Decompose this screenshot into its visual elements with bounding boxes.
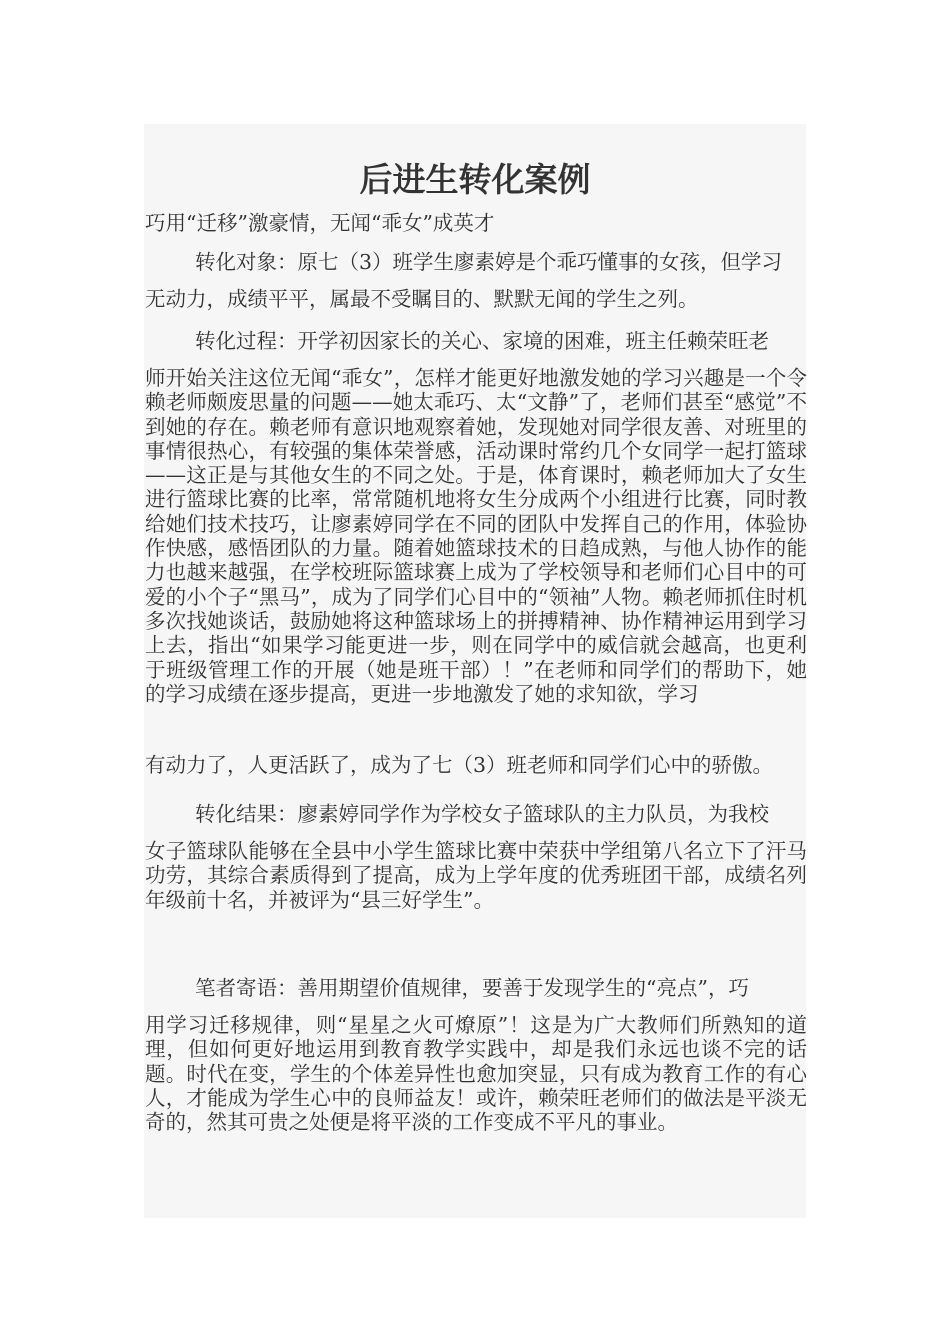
note-paragraph-body: 用学习迁移规律，则“星星之火可燎原”！这是为广大教师们所熟知的道理，但如何更好地运用到教育教学实践中，却是我们永远也谈不完的话题。时代在变，学生的个体差异性也愈加突显，只有成为教育工作的有心人，才能成为学生心中的良师益友！或许，赖荣旺老师们的做法是平淡无奇的，然其可贵之处便是将平淡的工作变成不平凡的事业。 — [145, 1013, 807, 1135]
document-subtitle: 巧用“迁移”激豪情，无闻“乖女”成英才 — [145, 211, 495, 235]
note-paragraph-line1: 笔者寄语：善用期望价值规律，要善于发现学生的“亮点”，巧 — [195, 976, 749, 1000]
process-paragraph-last-line: 有动力了，人更活跃了，成为了七（3）班老师和同学们心中的骄傲。 — [145, 753, 774, 777]
object-paragraph-line2: 无动力，成绩平平，属最不受瞩目的、默默无闻的学生之列。 — [145, 287, 699, 311]
object-paragraph-line1: 转化对象：原七（3）班学生廖素婷是个乖巧懂事的女孩，但学习 — [195, 250, 783, 274]
result-paragraph-line1: 转化结果：廖素婷同学作为学校女子篮球队的主力队员，为我校 — [195, 802, 769, 826]
document-title: 后进生转化案例 — [359, 160, 591, 199]
process-paragraph-line1: 转化过程：开学初因家长的关心、家境的困难，班主任赖荣旺老 — [195, 329, 769, 353]
result-paragraph-body: 女子篮球队能够在全县中小学生篮球比赛中荣获中学组第八名立下了汗马功劳，其综合素质得到了提高，成为上学年度的优秀班团干部，成绩名列年级前十名，并被评为“县三好学生”。 — [145, 839, 807, 912]
process-paragraph-body: 师开始关注这位无闻“乖女”，怎样才能更好地激发她的学习兴趣是一个令赖老师颇废思量的问题——她太乖巧、太“文静”了，老师们甚至“感觉”不到她的存在。赖老师有意识地观察着她，发现她对同学很友善、对班里的事情很热心，有较强的集体荣誉感，活动课时常约几个女同学一起打篮球——这正是与其他女生的不同之处。于是，体育课时，赖老师加大了女生进行篮球比赛的比率，常常随机地将女生分成两个小组进行比赛，同时教给她们技术技巧，让廖素婷同学在不同的团队中发挥自己的作用，体验协作快感，感悟团队的力量。随着她篮球技术的日趋成熟，与他人协作的能力也越来越强，在学校班际篮球赛上成为了学校领导和老师们心目中的可爱的小个子“黑马”，成为了同学们心目中的“领袖”人物。赖老师抓住时机多次找她谈话，鼓励她将这种篮球场上的拼搏精神、协作精神运用到学习上去，指出“如果学习能更进一步，则在同学中的威信就会越高，也更利于班级管理工作的开展（她是班干部）！”在老师和同学们的帮助下，她的学习成绩在逐步提高，更进一步地激发了她的求知欲，学习 — [145, 366, 807, 706]
